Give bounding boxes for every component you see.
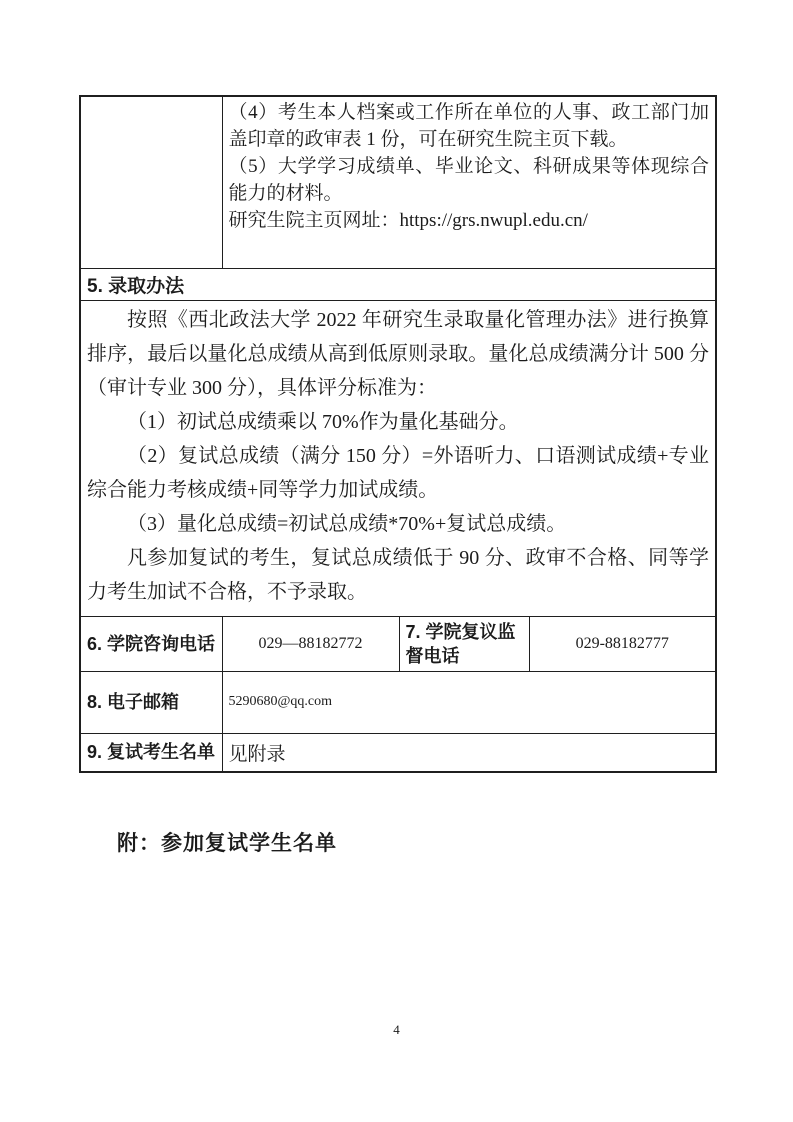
review-phone-value: 029-88182777 bbox=[529, 616, 716, 671]
table-row bbox=[80, 300, 716, 616]
email-value: 5290680@qq.com bbox=[222, 671, 716, 733]
table-row bbox=[80, 671, 716, 733]
email-label: 8. 电子邮箱 bbox=[80, 671, 222, 733]
section5-paragraph-rule3: （3）量化总成绩=初试总成绩*70%+复试总成绩。 bbox=[127, 512, 567, 535]
review-phone-label: 7. 学院复议监督电话 bbox=[399, 616, 529, 671]
graduate-school-homepage: 研究生院主页网址：https://grs.nwupl.edu.cn/ bbox=[228, 210, 588, 231]
section5-title: 5. 录取办法 bbox=[80, 268, 716, 300]
materials-item-5: （5）大学学习成绩单、毕业论文、科研成果等体现综合能力的材料。 bbox=[228, 156, 709, 204]
candidate-list-label: 9. 复试考生名单 bbox=[80, 733, 222, 772]
section5-paragraph-intro: 按照《西北政法大学 2022 年研究生录取量化管理办法》进行换算排序，最后以量化总成绩从高到低原则录取。量化总成绩满分计 500 分（审计专业 300 分），具体评分标准为： bbox=[87, 308, 709, 399]
table-row bbox=[80, 733, 716, 772]
appendix-heading: 附：参加复试学生名单 bbox=[117, 832, 337, 855]
materials-label-cell-empty bbox=[80, 96, 222, 268]
section5-body-cell bbox=[80, 300, 716, 616]
table-row bbox=[80, 616, 716, 671]
consult-phone-value: 029—88182772 bbox=[222, 616, 399, 671]
materials-item-4: （4）考生本人档案或工作所在单位的人事、政工部门加盖印章的政审表 1 份，可在研究生院主页下载。 bbox=[228, 102, 709, 150]
consult-phone-label: 6. 学院咨询电话 bbox=[80, 616, 222, 671]
table-row bbox=[80, 96, 716, 268]
section5-paragraph-rule1: （1）初试总成绩乘以 70%作为量化基础分。 bbox=[127, 410, 519, 433]
table-row bbox=[80, 268, 716, 300]
section5-paragraph-disqualify: 凡参加复试的考生，复试总成绩低于 90 分、政审不合格、同等学力考生加试不合格，不予录取。 bbox=[87, 546, 709, 603]
admissions-info-table bbox=[79, 95, 717, 773]
page-number: 4 bbox=[393, 1022, 400, 1037]
candidate-list-value: 见附录 bbox=[222, 733, 716, 772]
materials-content-cell bbox=[222, 96, 716, 268]
section5-paragraph-rule2: （2）复试总成绩（满分 150 分）=外语听力、口语测试成绩+专业综合能力考核成绩+同等学力加试成绩。 bbox=[87, 444, 709, 501]
